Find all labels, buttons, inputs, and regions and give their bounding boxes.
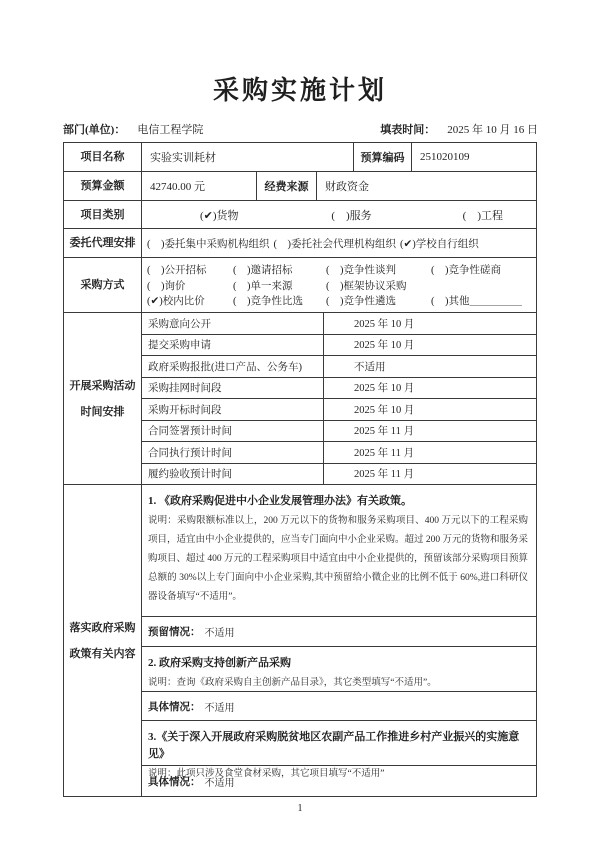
method-option-inquiry: ( )询价 — [147, 280, 186, 292]
method-option-competitive-consultation: ( )竞争性磋商 — [431, 264, 501, 276]
method-option-single-source: ( )单一来源 — [233, 280, 293, 292]
method-option-framework: ( )框架协议采购 — [326, 280, 407, 292]
method-option-competitive-selection: ( )竞争性遴选 — [326, 296, 396, 308]
schedule-row-listing: 采购挂网时间段 2025 年 10 月 — [142, 378, 536, 400]
project-name-value: 实验实训耗材 — [142, 143, 354, 171]
method-option-competitive-negotiation: ( )竞争性谈判 — [326, 264, 396, 276]
department-value: 电信工程学院 — [137, 124, 204, 136]
policy-section-innovation: 2. 政府采购支持创新产品采购 说明：查询《政府采购自主创新产品目录》，其它类型填写“不适用”。 — [142, 647, 536, 692]
budget-amount-value: 42740.00 元 — [142, 172, 257, 200]
fund-source-value: 财政资金 — [325, 181, 369, 193]
policy-sections — [142, 485, 536, 796]
policy-status-rural: 具体情况： 不适用 — [148, 776, 235, 789]
policy-section-sme: 1. 《政府采购促进中小企业发展管理办法》有关政策。 说明：采购限额标准以上，200 万元以下的货物和服务采购项目、400 万元以下的工程采购项目，适宜由中小企业提供的，应当专门面向中小企业采购。超过 200 万元的货物和服务采购项目、超过 400 万元的工程采购项目中适宜由中小企业提供的，预留该部分采购项目预算总额的 30%以上专门面向中小企业采购,其中预留给小微企业的比例不低于 60%,进口科研仪器设备填写“不适用”。 — [142, 485, 536, 617]
method-line-2 — [147, 278, 536, 293]
schedule-row-acceptance: 履约验收预计时间 2025 年 11 月 — [142, 464, 536, 485]
table-row-category — [64, 201, 536, 229]
department-label: 部门(单位)： — [63, 124, 126, 136]
project-name-label: 项目名称 — [64, 143, 142, 171]
schedule-row-bid-opening: 采购开标时间段 2025 年 10 月 — [142, 399, 536, 421]
policy-section-rural: 3.《关于深入开展政府采购脱贫地区农副产品工作推进乡村产业振兴的实施意见》 说明：此项只涉及食堂食材采购，其它项目填写“不适用” — [142, 721, 536, 766]
category-option-works: ( )工程 — [462, 209, 503, 222]
plan-table — [63, 142, 537, 797]
table-row-agency — [64, 229, 536, 258]
agency-options — [142, 229, 536, 257]
policy-label: 落实政府采购 政策有关内容 — [64, 485, 142, 796]
agency-label: 委托代理安排 — [64, 229, 142, 257]
schedule-row-contract-execution: 合同执行预计时间 2025 年 11 月 — [142, 442, 536, 464]
fill-date-value: 2025 年 10 月 16 日 — [447, 124, 538, 136]
category-options — [142, 201, 536, 228]
page-number: 1 — [297, 803, 303, 814]
schedule-row-application: 提交采购申请 2025 年 10 月 — [142, 335, 536, 357]
page-title: 采购实施计划 — [212, 75, 387, 105]
agency-option-school: (✔)学校自行组织 — [400, 238, 479, 250]
table-row-budget-amount — [64, 172, 536, 201]
agency-option-social: ( )委托社会代理机构组织 — [273, 238, 396, 250]
table-row-policy — [64, 485, 536, 796]
schedule-row-contract-signing: 合同签署预计时间 2025 年 11 月 — [142, 421, 536, 443]
budget-code-value: 251020109 — [420, 151, 470, 163]
schedule-row-approval: 政府采购报批(进口产品、公务车) 不适用 — [142, 356, 536, 378]
method-option-competitive-comparison: ( )竞争性比选 — [233, 296, 303, 308]
policy-status-innovation: 具体情况： 不适用 — [142, 692, 536, 721]
method-option-other: ( )其他＿＿＿＿＿ — [431, 296, 522, 308]
method-option-campus-comparison: (✔)校内比价 — [147, 296, 205, 308]
method-options — [142, 258, 536, 312]
fill-date-label: 填表时间： — [380, 124, 436, 136]
table-row-schedule — [64, 313, 536, 485]
agency-option-centralized: ( )委托集中采购机构组织 — [147, 238, 270, 250]
category-label: 项目类别 — [64, 201, 142, 228]
schedule-label: 开展采购活动 时间安排 — [64, 313, 142, 484]
department-field — [63, 121, 203, 137]
table-row-method — [64, 258, 536, 313]
meta-row — [63, 121, 538, 137]
budget-amount-label: 预算金额 — [64, 172, 142, 200]
schedule-rows — [142, 313, 536, 484]
method-option-invited-tender: ( )邀请招标 — [233, 264, 293, 276]
policy-status-sme: 预留情况： 不适用 — [142, 617, 536, 647]
category-option-services: ( )服务 — [331, 209, 372, 222]
budget-code-label: 预算编码 — [354, 143, 412, 171]
method-line-3 — [147, 293, 536, 308]
fund-source-label: 经费来源 — [257, 172, 317, 200]
fill-date-field — [380, 121, 538, 137]
method-line-1 — [147, 262, 536, 277]
method-option-empty — [431, 278, 536, 293]
method-label: 采购方式 — [64, 258, 142, 312]
method-option-open-tender: ( )公开招标 — [147, 264, 207, 276]
schedule-row-intent: 采购意向公开 2025 年 10 月 — [142, 313, 536, 335]
category-option-goods: (✔)货物 — [200, 209, 239, 222]
table-row-project-name — [64, 143, 536, 172]
